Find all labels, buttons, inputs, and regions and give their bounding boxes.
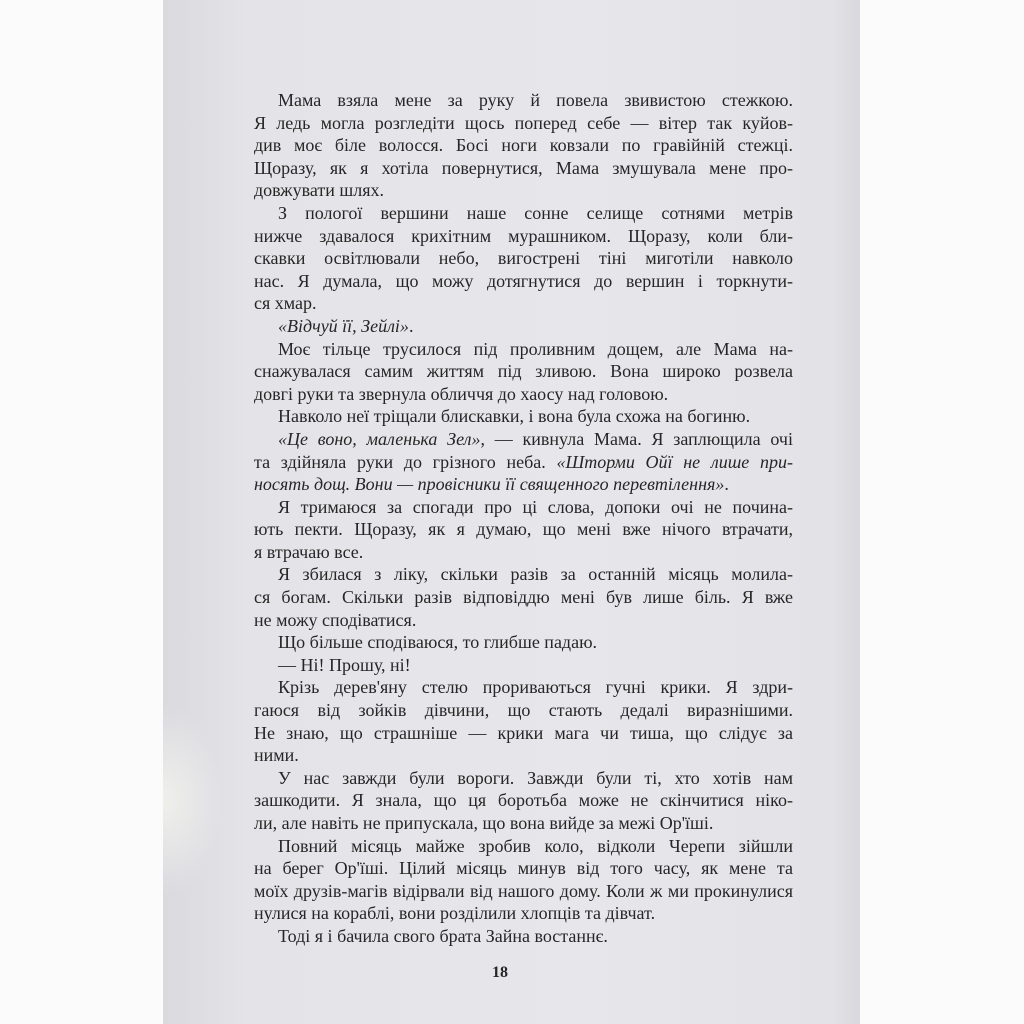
text-line (254, 563, 793, 586)
text-segment: Я тримаюся за спогади про ці слова, допоки очі не почина- (278, 496, 793, 517)
text-line (254, 835, 793, 858)
text-line (254, 225, 793, 248)
italic-text: «Відчуй її, Зейлі» (278, 315, 409, 336)
paragraph (254, 428, 793, 496)
text-segment: Не знаю, що страшніше — крики мага чи тиша, що слідує за (254, 722, 793, 743)
text-line (254, 789, 793, 812)
text-line (254, 247, 793, 270)
text-segment: ними. (254, 745, 299, 766)
text-segment: ся богам. Скільки разів відповіддю мені був лише біль. Я вже (254, 587, 793, 608)
text-segment: — Ні! Прошу, ні! (278, 654, 411, 675)
text-segment: Я ледь могла розгледіти щось поперед себе — вітер так куйов- (254, 112, 793, 133)
text-segment: Тоді я і бачила свого брата Зайна востаннє. (278, 925, 608, 946)
text-line (254, 609, 793, 632)
paragraph (254, 405, 793, 428)
text-segment: скавки освітлювали небо, вигострені тіні миготіли навколо (254, 248, 793, 269)
text-segment: нижче здавалося крихітним мурашником. Щоразу, коли бли- (254, 225, 793, 246)
text-segment: довгі руки та звернула обличчя до хаосу над головою. (254, 383, 669, 404)
paragraph (254, 202, 793, 315)
text-segment: Я збилася з ліку, скільки разів за останній місяць молила- (278, 564, 793, 585)
text-segment: Щоразу, як я хотіла повернутися, Мама змушувала мене про- (254, 157, 793, 178)
text-segment: ють пекти. Щоразу, як я думаю, що мені вже нічого втрачати, (254, 519, 793, 540)
text-line (254, 676, 793, 699)
text-line (254, 586, 793, 609)
text-line (254, 315, 793, 338)
text-line (254, 383, 793, 406)
paragraph (254, 676, 793, 766)
text-line (254, 89, 793, 112)
text-line (254, 157, 793, 180)
text-line (254, 292, 793, 315)
paragraph (254, 654, 793, 677)
paragraph (254, 496, 793, 564)
text-segment: Повний місяць майже зробив коло, відколи Черепи зійшли (278, 835, 793, 856)
text-segment: Мама взяла мене за руку й повела звивистою стежкою. (278, 90, 793, 110)
text-segment: Моє тільце трусилося під проливним дощем, але Мама на- (278, 338, 793, 359)
text-line (254, 631, 793, 654)
text-line (254, 518, 793, 541)
text-segment: нас. Я думала, що можу дотягнутися до вершин і торкнути- (254, 270, 793, 291)
paragraph (254, 89, 793, 202)
text-line (254, 338, 793, 361)
paragraph (254, 563, 793, 631)
text-segment: , — кивнула Мама. Я заплющила очі (480, 428, 793, 449)
text-segment: на берег Ор'їші. Цілий місяць минув від того часу, як мене та (254, 858, 793, 879)
text-segment: . (724, 474, 729, 495)
text-line (254, 541, 793, 564)
paragraph (254, 315, 793, 338)
text-segment: Навколо неї тріщали блискавки, і вона була схожа на богиню. (278, 406, 751, 427)
page-number: 18 (492, 964, 508, 981)
paragraph (254, 925, 793, 948)
text-segment: ся хмар. (254, 293, 317, 314)
paragraph (254, 835, 793, 925)
text-segment: З пологої вершини наше сонне селище сотнями метрів (278, 202, 793, 223)
text-segment: див моє біле волосся. Босі ноги ковзали по гравійній стежці. (254, 135, 793, 156)
italic-text: «Це воно, маленька Зел» (278, 428, 481, 449)
text-segment: нулися на кораблі, вони розділили хлопців та дівчат. (254, 903, 656, 924)
text-segment: зашкодити. Я знала, що ця боротьба може не скінчитися ніко- (254, 790, 793, 811)
text-line (254, 812, 793, 835)
text-line (254, 473, 793, 496)
text-line (254, 722, 793, 745)
paragraph (254, 631, 793, 654)
italic-text: носять дощ. Вони — провісники її священного перевтілення» (254, 474, 725, 495)
page-body-text (254, 89, 793, 948)
text-line (254, 360, 793, 383)
text-segment: довжувати шлях. (254, 180, 384, 201)
text-segment: снажувалася самим життям під зливою. Вона широко розвела (254, 361, 793, 382)
text-line (254, 496, 793, 519)
text-segment: та здійняла руки до грізного неба. (254, 451, 557, 472)
text-line (254, 744, 793, 767)
text-line (254, 202, 793, 225)
text-line (254, 405, 793, 428)
paragraph (254, 767, 793, 835)
text-segment: Крізь дерев'яну стелю прориваються гучні крики. Я здри- (278, 677, 793, 698)
text-segment: гаюся від зойків дівчини, що стають дедалі виразнішими. (254, 700, 793, 721)
text-line (254, 699, 793, 722)
text-line (254, 112, 793, 135)
text-line (254, 428, 793, 451)
text-segment: . (408, 315, 414, 336)
text-line (254, 857, 793, 880)
paragraph (254, 338, 793, 406)
text-line (254, 134, 793, 157)
text-line (254, 270, 793, 293)
text-line (254, 880, 793, 903)
text-line (254, 179, 793, 202)
text-segment: я втрачаю все. (254, 541, 364, 562)
text-segment: не можу сподіватися. (254, 609, 417, 630)
text-line (254, 902, 793, 925)
text-segment: моїх друзів-магів відірвали від нашого дому. Коли ж ми прокинулися (254, 880, 793, 901)
text-line (254, 767, 793, 790)
text-line (254, 654, 793, 677)
italic-text: «Шторми Ойї не лише при- (556, 451, 794, 472)
text-line (254, 451, 793, 474)
text-line (254, 925, 793, 948)
text-segment: ли, але навіть не припускала, що вона вийде за межі Ор'їші. (254, 813, 714, 833)
text-segment: У нас завжди були вороги. Завжди були ті, хто хотів нам (278, 767, 793, 788)
text-segment: Що більше сподіваюся, то глибше падаю. (278, 632, 598, 653)
